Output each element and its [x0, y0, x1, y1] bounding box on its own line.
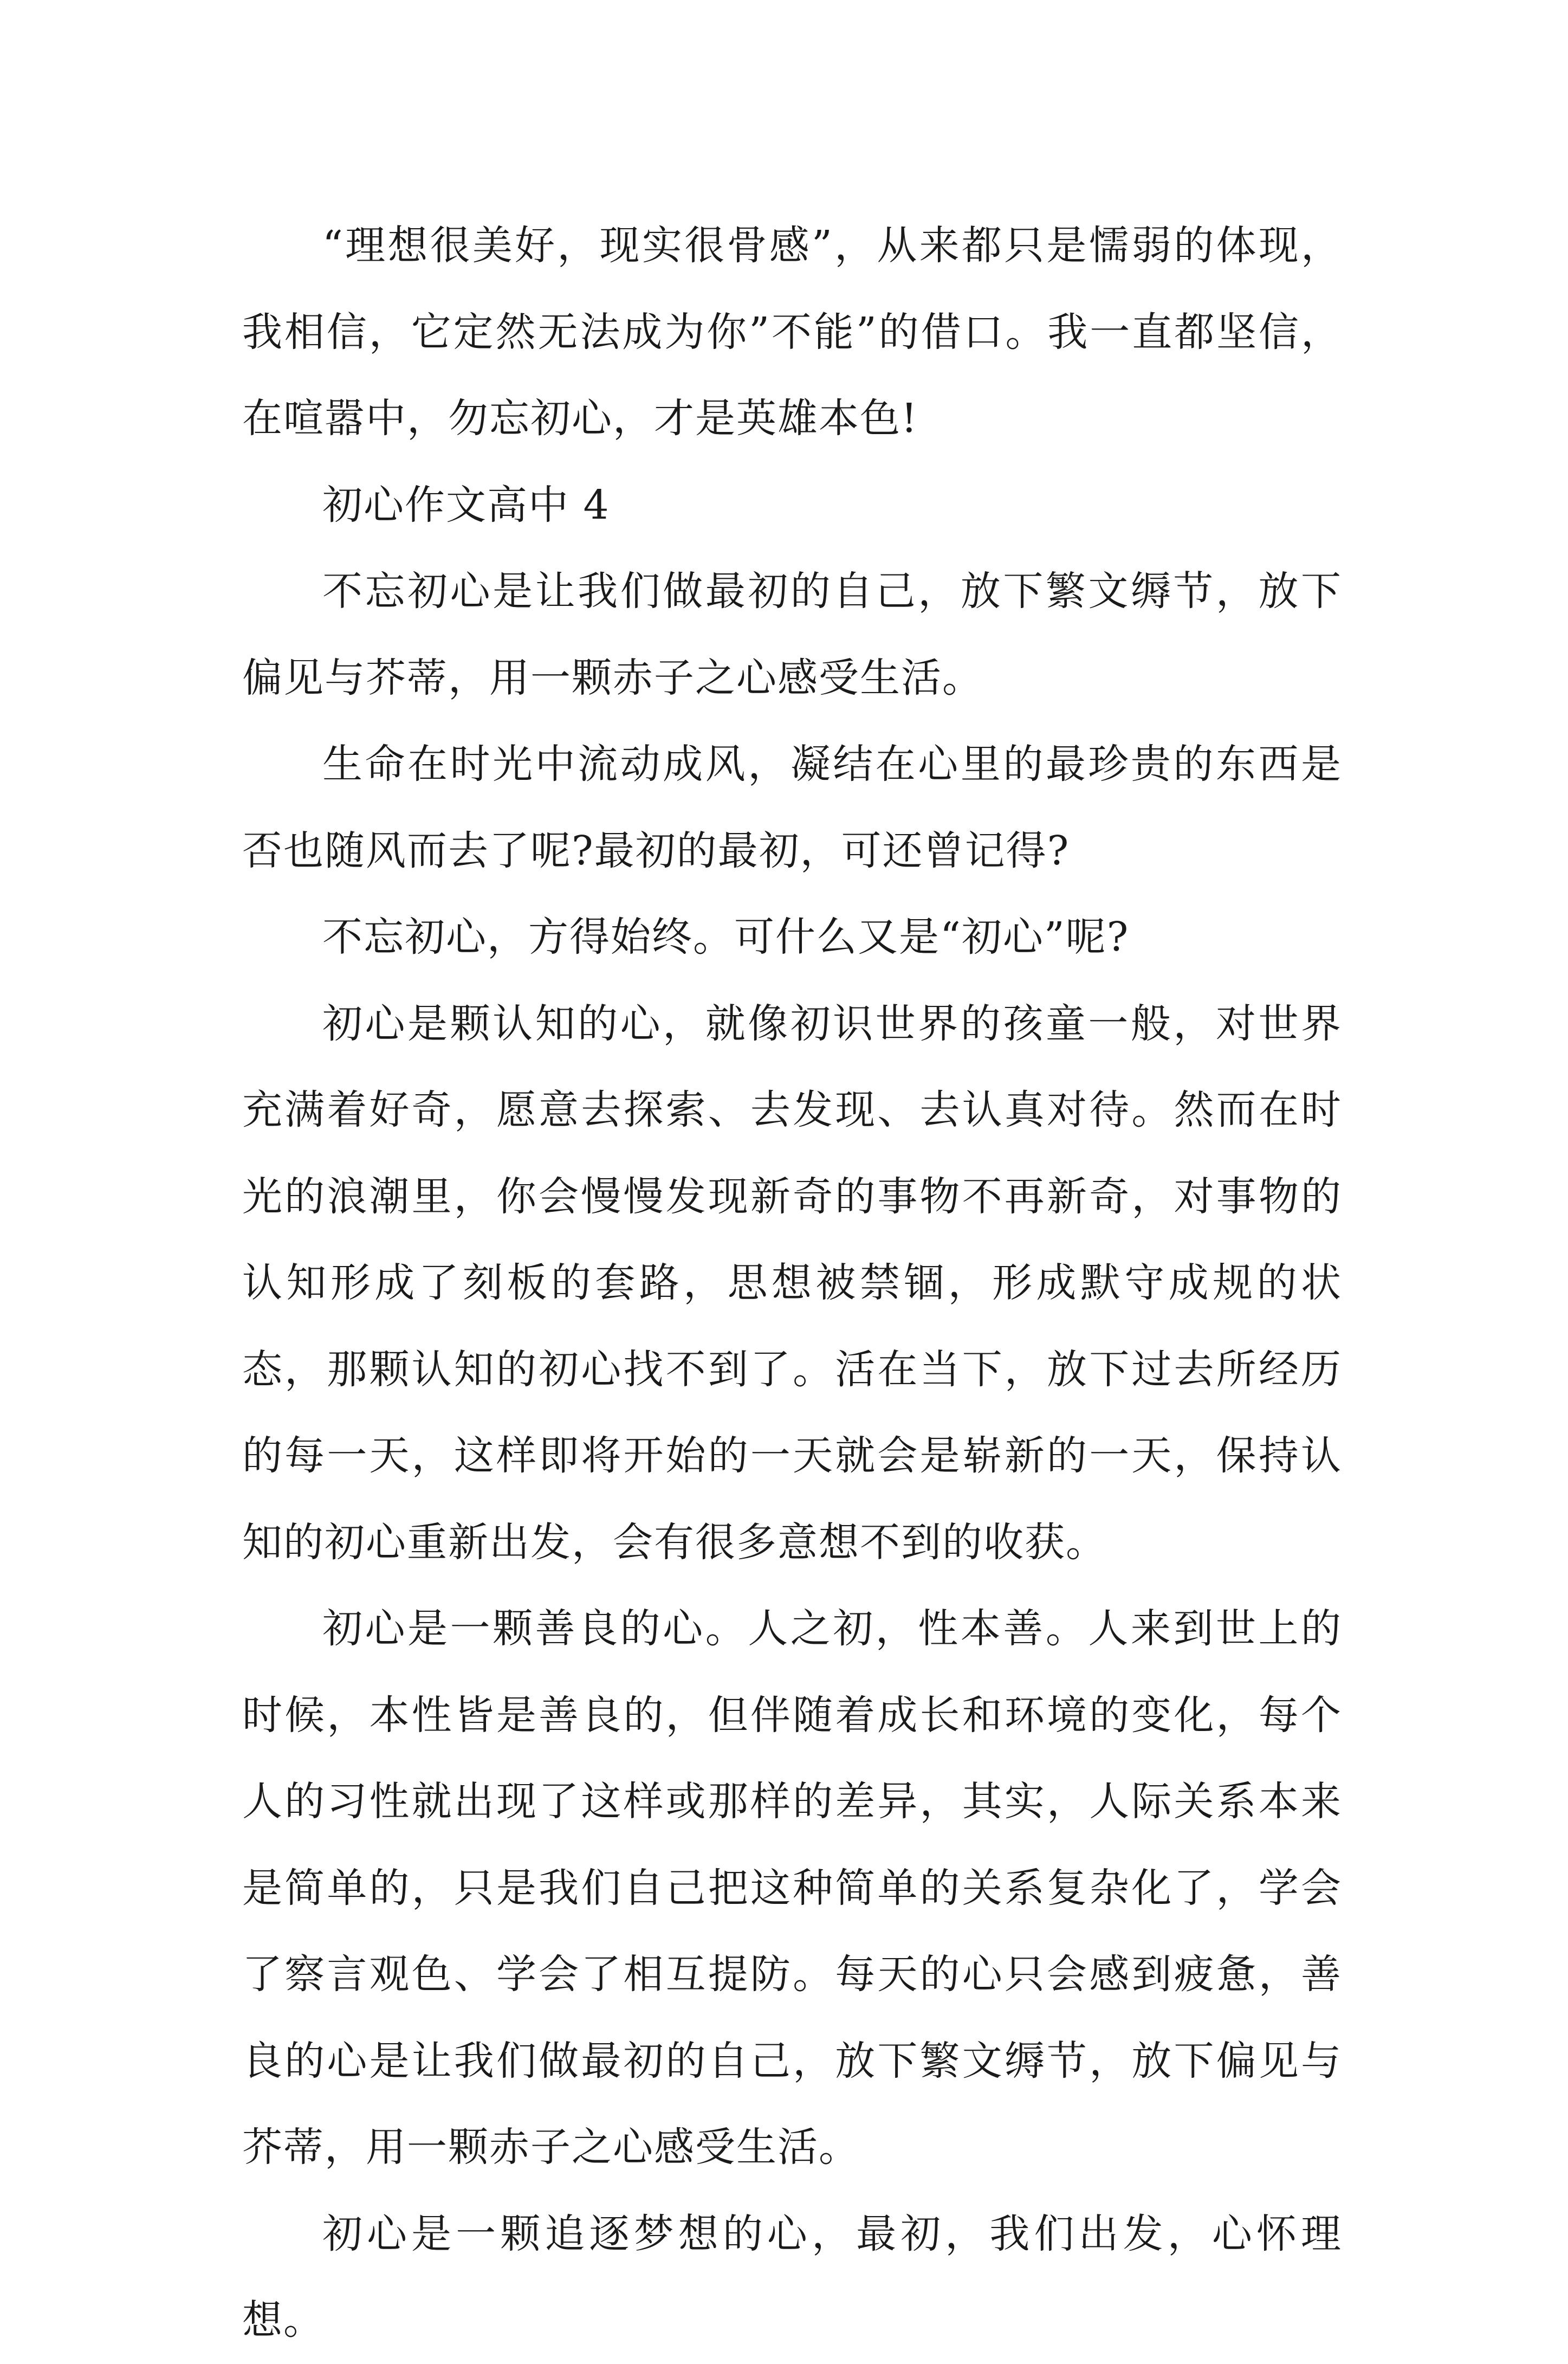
section-heading: 初心作文高中 4 — [322, 481, 610, 528]
paragraph-cognitive-heart: 初心是颗认知的心，就像初识世界的孩童一般，对世界充满着好奇，愿意去探索、去发现、去认真对待。然而在时光的浪潮里，你会慢慢发现新奇的事物不再新奇，对事物的认知形成了刻板的套路，思想被禁锢，形成默守成规的状态，那颗认知的初心找不到了。活在当下，放下过去所经历的每一天，这样即将开始的一天就会是崭新的一天，保持认知的初心重新出发，会有很多意想不到的收获。 — [242, 1000, 1342, 1566]
paragraph-ideal-reality: “理想很美好，现实很骨感”，从来都只是懦弱的体现，我相信，它定然无法成为你”不能”的借口。我一直都坚信，在喧嚣中，勿忘初心，才是英雄本色! — [242, 222, 1342, 442]
paragraph-kind-heart: 初心是一颗善良的心。人之初，性本善。人来到世上的时候，本性皆是善良的，但伴随着成长和环境的变化，每个人的习性就出现了这样或那样的差异，其实，人际关系本来是简单的，只是我们自己把这种简单的关系复杂化了，学会了察言观色、学会了相互提防。每天的心只会感到疲惫，善良的心是让我们做最初的自己，放下繁文缛节，放下偏见与芥蒂，用一颗赤子之心感受生活。 — [242, 1605, 1342, 2171]
document-body — [242, 203, 1342, 2364]
paragraph-dream-heart: 初心是一颗追逐梦想的心，最初，我们出发，心怀理想。 — [242, 2210, 1342, 2343]
paragraph-life-wind: 生命在时光中流动成风，凝结在心里的最珍贵的东西是否也随风而去了呢?最初的最初，可还曾记得? — [242, 741, 1342, 874]
paragraph-question: 不忘初心，方得始终。可什么又是“初心”呢? — [322, 914, 1130, 960]
paragraph-be-yourself: 不忘初心是让我们做最初的自己，放下繁文缛节，放下偏见与芥蒂，用一颗赤子之心感受生活。 — [242, 568, 1342, 701]
